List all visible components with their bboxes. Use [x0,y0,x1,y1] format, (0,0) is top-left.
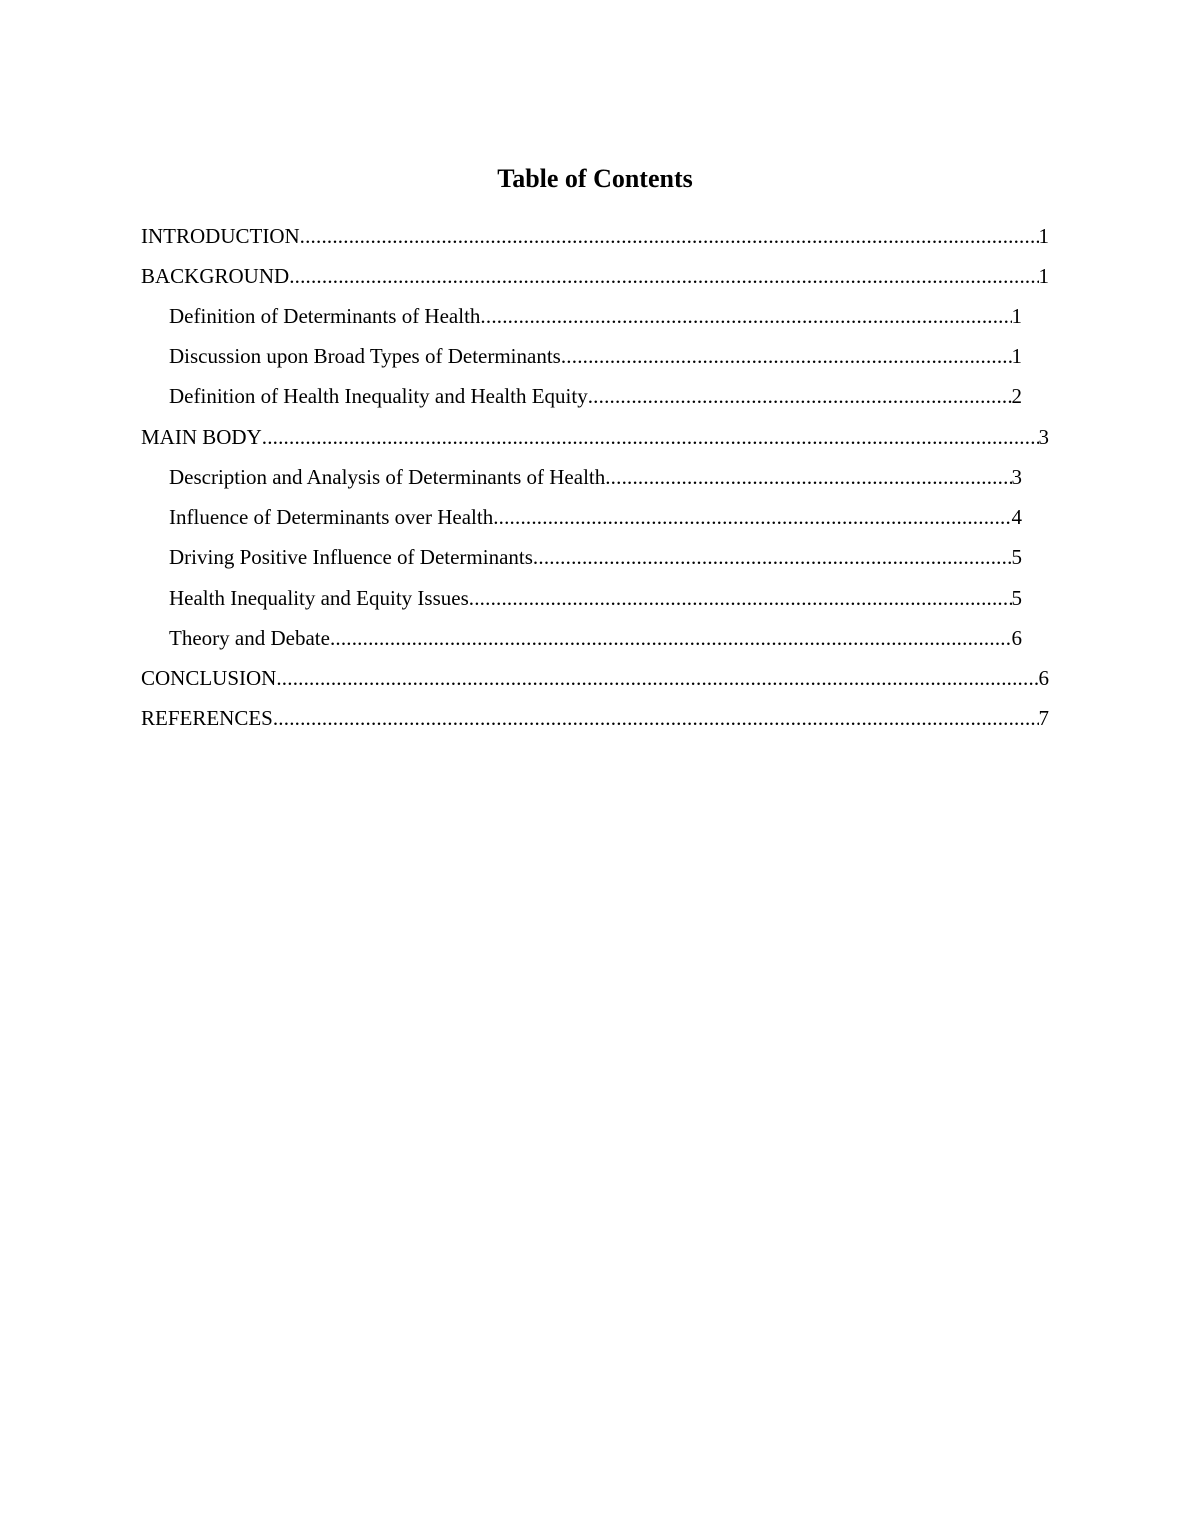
toc-entry-influence-determinants[interactable] [169,503,1022,531]
toc-dot-leader [493,503,1011,531]
toc-entry-label: Description and Analysis of Determinants of Health [169,465,606,489]
toc-entry-theory-debate[interactable] [169,624,1022,652]
toc-dot-leader [469,584,1012,612]
toc-entry-description-analysis[interactable] [169,463,1022,491]
toc-entry-inequality-equity-issues[interactable] [169,584,1022,612]
toc-entry-broad-types[interactable] [169,342,1022,370]
toc-entry-references[interactable] [141,704,1049,732]
toc-dot-leader [480,302,1011,330]
toc-dot-leader [276,664,1038,692]
toc-dot-leader [300,222,1039,250]
toc-entry-label: Definition of Determinants of Health [169,304,481,328]
toc-entry-label: MAIN BODY [141,425,262,449]
toc-dot-leader [262,423,1039,451]
toc-entry-page: 4 [1011,505,1022,529]
toc-title: Table of Contents [497,164,693,193]
toc-entry-label: Definition of Health Inequality and Health Equity [169,384,588,408]
toc-entry-label: Health Inequality and Equity Issues [169,586,469,610]
toc-entry-page: 1 [1011,344,1022,368]
toc-entry-page: 1 [1038,224,1049,248]
toc-entry-background[interactable] [141,262,1049,290]
toc-dot-leader [289,262,1038,290]
toc-entry-label: Theory and Debate [169,626,330,650]
toc-entry-label: REFERENCES [141,706,273,730]
toc-dot-leader [533,543,1012,571]
toc-entry-label: Discussion upon Broad Types of Determinants [169,344,561,368]
toc-entry-page: 2 [1011,384,1022,408]
toc-entry-label: CONCLUSION [141,666,277,690]
toc-entry-main-body[interactable] [141,423,1049,451]
toc-entry-inequality-equity-definition[interactable] [169,382,1022,410]
toc-entry-page: 3 [1038,425,1049,449]
toc-entry-page: 6 [1011,626,1022,650]
toc-dot-leader [273,704,1039,732]
toc-entry-page: 1 [1011,304,1022,328]
toc-entry-page: 3 [1011,465,1022,489]
toc-entry-label: Influence of Determinants over Health [169,505,494,529]
toc-entry-page: 1 [1038,264,1049,288]
toc-entry-page: 5 [1011,586,1022,610]
toc-entry-definition-determinants[interactable] [169,302,1022,330]
toc-dot-leader [330,624,1012,652]
toc-entry-page: 5 [1011,545,1022,569]
toc-dot-leader [588,382,1012,410]
toc-entry-label: INTRODUCTION [141,224,300,248]
toc-entry-introduction[interactable] [141,222,1049,250]
toc-entry-page: 7 [1038,706,1049,730]
toc-dot-leader [561,342,1012,370]
toc-entry-driving-positive-influence[interactable] [169,543,1022,571]
toc-dot-leader [605,463,1011,491]
toc-entry-conclusion[interactable] [141,664,1049,692]
toc-entry-label: Driving Positive Influence of Determinants [169,545,533,569]
toc-entry-label: BACKGROUND [141,264,290,288]
toc-entry-page: 6 [1038,666,1049,690]
